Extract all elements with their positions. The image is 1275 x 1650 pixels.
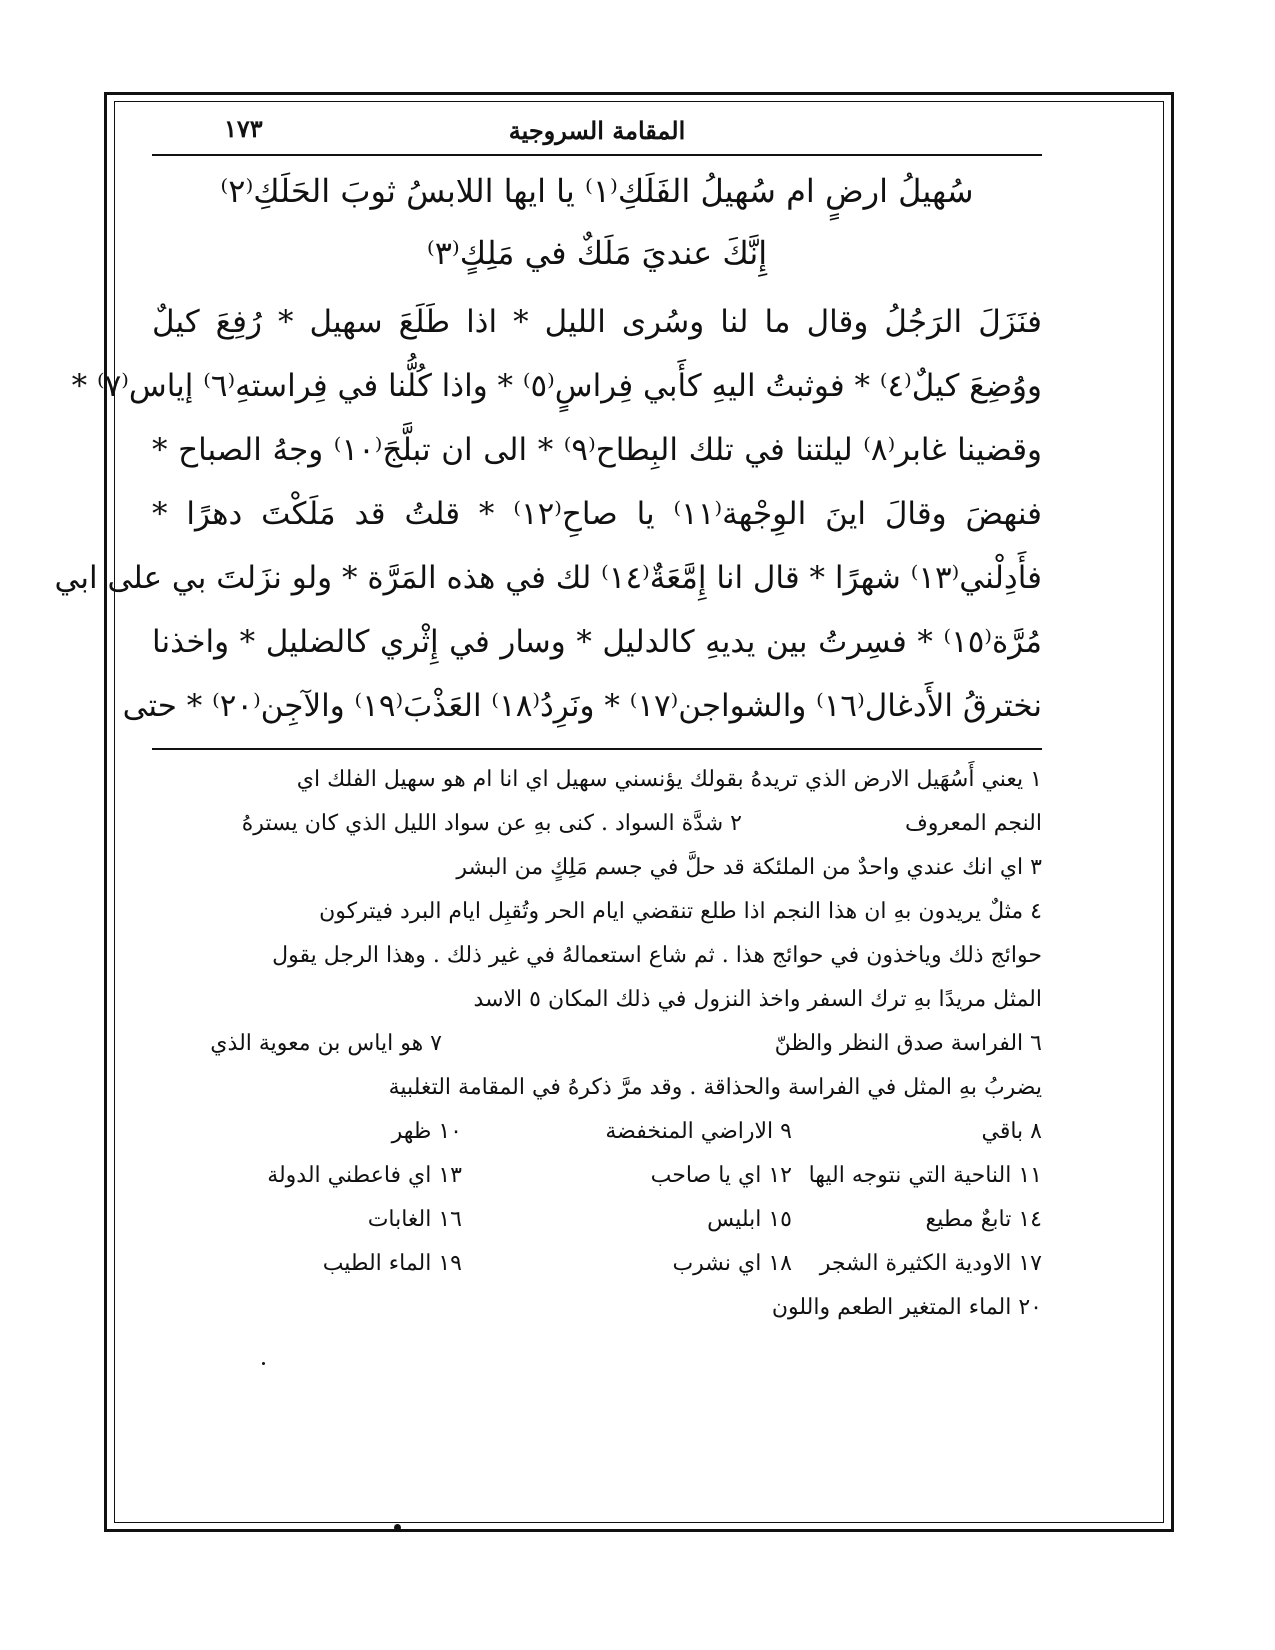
footnote-row <box>152 1022 1042 1066</box>
footnotes <box>152 758 1042 1330</box>
footnote-19: ١٩ الماء الطيب <box>322 1251 462 1276</box>
poem-verse <box>152 160 1042 284</box>
footnote-row <box>152 1242 1042 1286</box>
main-text <box>54 290 1042 738</box>
footnote-17: ١٧ الاودية الكثيرة الشجر <box>819 1251 1042 1276</box>
footnote-3: ٣ اي انك عندي واحدٌ من الملئكة قد حلَّ في جسم مَلِكٍ من البشر <box>456 855 1042 880</box>
footnote-18: ١٨ اي نشرب <box>672 1251 792 1276</box>
footnote-1-cont: النجم المعروف <box>904 811 1042 836</box>
page-content <box>54 108 1042 1330</box>
footnote-row <box>152 802 1042 846</box>
text-line: مُرَّة⁽١٥⁾ * فسِرتُ بين يديهِ كالدليل * وسار في إِثْري كالضليل * واخذنا <box>152 624 1042 660</box>
footnote-9: ٩ الاراضي المنخفضة <box>605 1119 792 1144</box>
page-number: ١٧٣ <box>224 114 263 143</box>
footnote-12: ١٢ اي يا صاحب <box>650 1163 792 1188</box>
text-line: فأَدِلْني⁽١٣⁾ شهرًا * قال انا إِمَّعَةٌ⁽١٤⁾ لك في هذه المَرَّة * ولو نزَلتَ بي على ابي <box>54 560 1042 596</box>
footnote-row <box>152 1198 1042 1242</box>
footnote-divider <box>152 748 1042 750</box>
chapter-title: المقامة السروجية <box>508 116 686 145</box>
footnote-7: ٧ هو اياس بن معوية الذي <box>210 1031 442 1056</box>
text-line: ووُضِعَ كيلٌ⁽٤⁾ * فوثبتُ اليهِ كأَبي فِراسٍ⁽٥⁾ * واذا كُلُّنا في فِراستهِ⁽٦⁾ إياس⁽٧⁾ * <box>71 368 1042 404</box>
footnote-7-cont: يضربُ بهِ المثل في الفراسة والحذاقة . وقد مرَّ ذكرهُ في المقامة التغلبية <box>388 1075 1042 1100</box>
footnote-11: ١١ الناحية التي نتوجه اليها <box>808 1163 1042 1188</box>
footnote-2: ٢ شدَّة السواد . كنى بهِ عن سواد الليل الذي كان يسترهُ <box>241 811 742 836</box>
footnote-14: ١٤ تابعٌ مطيع <box>925 1207 1042 1232</box>
verse-line-2: إِنَّكَ عنديَ مَلَكٌ في مَلِكٍ⁽٣⁾ <box>426 234 768 272</box>
text-line: وقضينا غابر⁽٨⁾ ليلتنا في تلك البِطاح⁽٩⁾ * الى ان تبلَّجَ⁽١٠⁾ وجهُ الصباح * <box>152 432 1042 468</box>
verse-line-1: سُهيلُ ارضٍ ام سُهيلُ الفَلَكِ⁽١⁾ يا ايها اللابسُ ثوبَ الحَلَكِ⁽٢⁾ <box>220 172 974 210</box>
footnote-1: ١ يعني أَسُهَيل الارض الذي تريدهُ بقولك يؤنسني سهيل اي انا ام هو سهيل الفلك اي <box>296 767 1042 792</box>
ink-dot <box>394 1524 401 1531</box>
footnote-8: ٨ باقي <box>981 1119 1042 1144</box>
footnote-16: ١٦ الغابات <box>367 1207 462 1232</box>
footnote-4-5: المثل مريدًا بهِ ترك السفر واخذ النزول في ذلك المكان ٥ الاسد <box>473 987 1042 1012</box>
footnote-4-cont: حوائج ذلك وياخذون في حوائج هذا . ثم شاع استعمالهُ في غير ذلك . وهذا الرجل يقول <box>272 943 1042 968</box>
footnote-6: ٦ الفراسة صدق النظر والظنّ <box>774 1031 1042 1056</box>
footnote-15: ١٥ ابليس <box>707 1207 792 1232</box>
running-header <box>152 108 1042 156</box>
text-line: فنهضَ وقالَ اينَ الوِجْهة⁽١١⁾ يا صاحِ⁽١٢⁾ * قلتُ قد مَلَكْتَ دهرًا * <box>152 496 1042 532</box>
footnote-row <box>152 1154 1042 1198</box>
footnote-20: ٢٠ الماء المتغير الطعم واللون <box>771 1295 1042 1320</box>
text-line: فنَزَلَ الرَجُلُ وقال ما لنا وسُرى الليل * اذا طَلَعَ سهيل * رُفِعَ كيلٌ <box>152 304 1042 340</box>
text-line: نخترقُ الأَدغال⁽١٦⁾ والشواجن⁽١٧⁾ * ونَرِدُ⁽١٨⁾ العَذْبَ⁽١٩⁾ والآجِن⁽٢٠⁾ * حتى <box>122 688 1042 724</box>
footnote-row <box>152 1110 1042 1154</box>
footnote-4: ٤ مثلٌ يريدون بهِ ان هذا النجم اذا طلع تنقضي ايام الحر وتُقبِل ايام البرد فيتركون <box>319 899 1042 924</box>
footnote-10: ١٠ ظهر <box>391 1119 462 1144</box>
ink-speck <box>262 1362 265 1365</box>
footnote-13: ١٣ اي فاعطني الدولة <box>267 1163 462 1188</box>
